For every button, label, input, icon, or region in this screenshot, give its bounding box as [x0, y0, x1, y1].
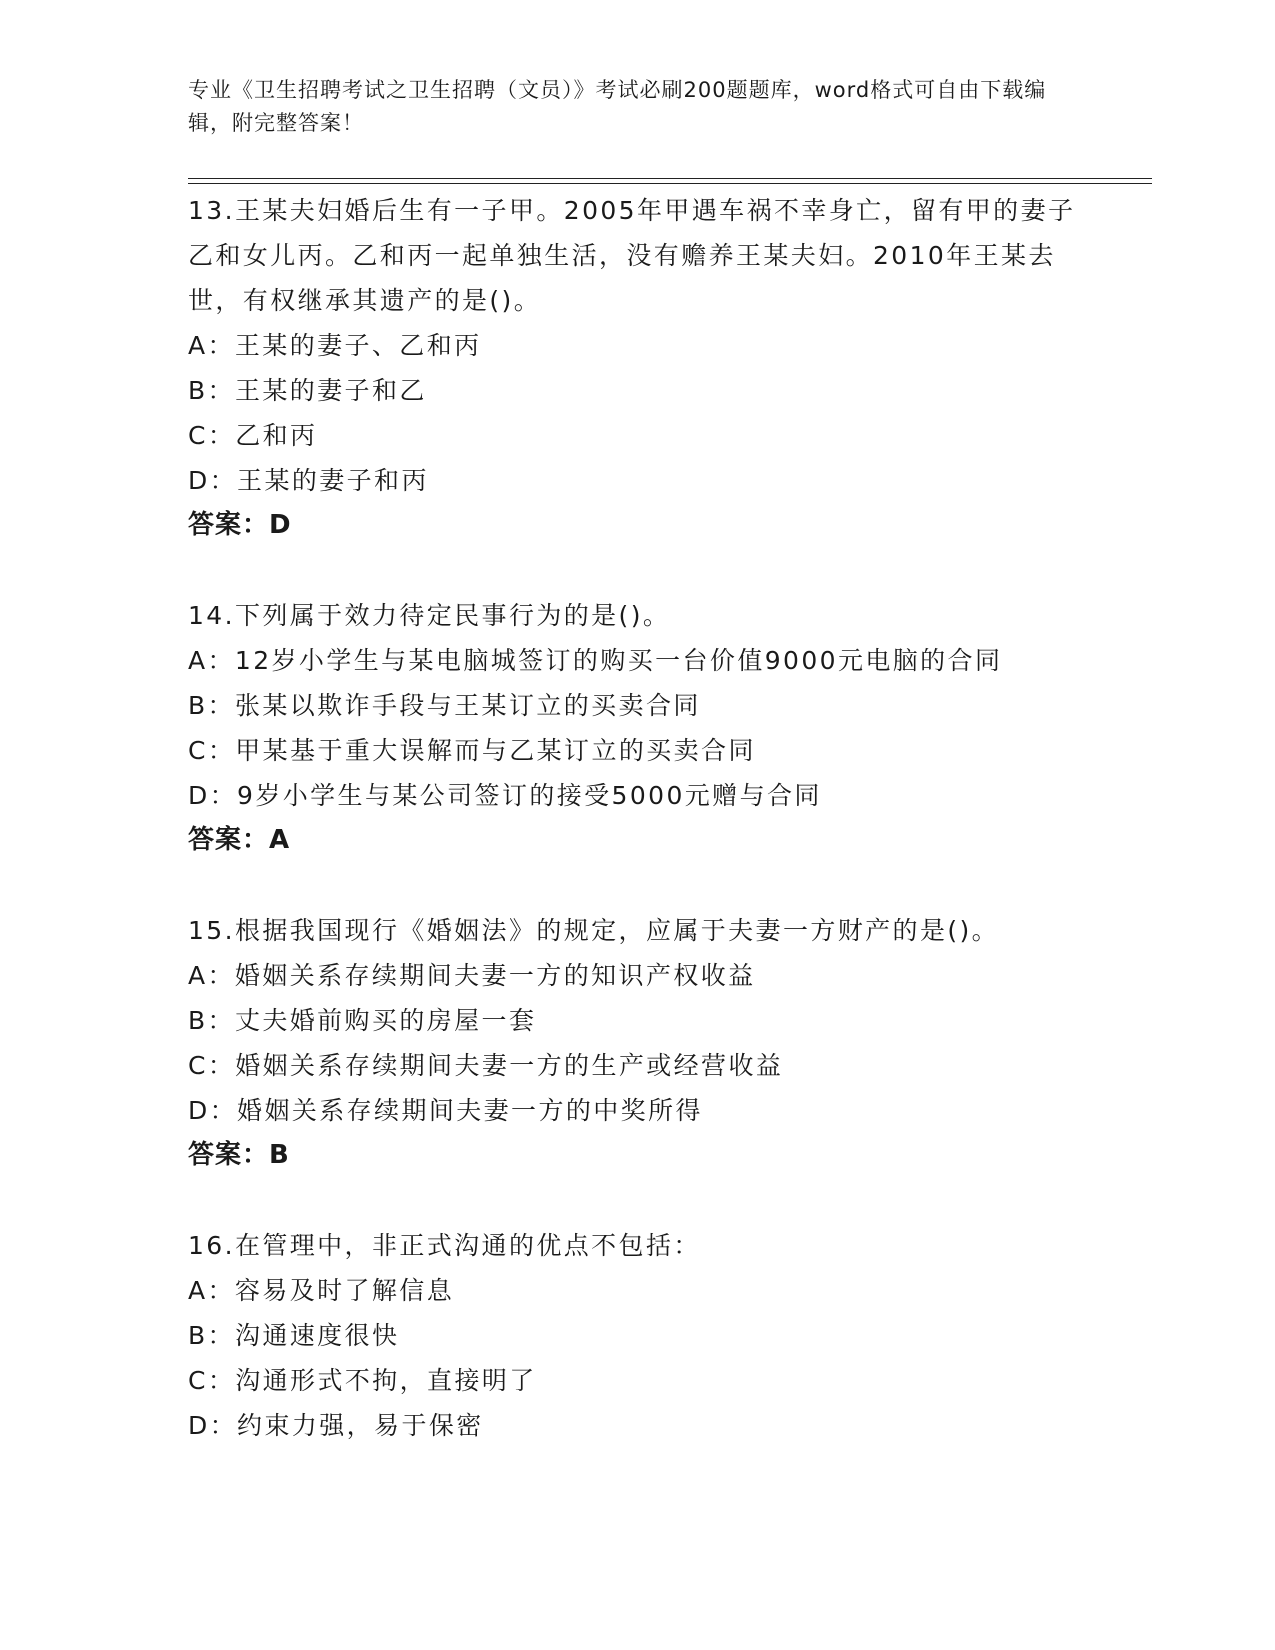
question-16: [188, 1223, 1088, 1448]
option-c: C：乙和丙: [188, 421, 318, 450]
option-a: A：容易及时了解信息: [188, 1276, 455, 1305]
question-14: [188, 593, 1088, 863]
option-d: D：约束力强，易于保密: [188, 1411, 484, 1440]
option-d: D：婚姻关系存续期间夫妻一方的中奖所得: [188, 1096, 703, 1125]
answer: 答案：B: [188, 1140, 290, 1170]
option-c: C：婚姻关系存续期间夫妻一方的生产或经营收益: [188, 1051, 784, 1080]
option-b: B：王某的妻子和乙: [188, 376, 427, 405]
question-stem: 16.在管理中，非正式沟通的优点不包括：: [188, 1231, 701, 1260]
option-d: D：王某的妻子和丙: [188, 466, 429, 495]
header-divider-top: [188, 178, 1152, 179]
option-c: C：沟通形式不拘，直接明了: [188, 1366, 537, 1395]
option-c: C：甲某基于重大误解而与乙某订立的买卖合同: [188, 736, 756, 765]
option-b: B：丈夫婚前购买的房屋一套: [188, 1006, 537, 1035]
question-15: [188, 908, 1088, 1178]
question-stem: 13.王某夫妇婚后生有一子甲。2005年甲遇车祸不幸身亡，留有甲的妻子乙和女儿丙。乙和丙一起单独生活，没有赡养王某夫妇。2010年王某去世，有权继承其遗产的是()。: [188, 196, 1076, 315]
document-header: 专业《卫生招聘考试之卫生招聘（文员）》考试必刷200题题库，word格式可自由下载编辑，附完整答案！: [188, 78, 1047, 135]
option-b: B：张某以欺诈手段与王某订立的买卖合同: [188, 691, 701, 720]
question-stem: 14.下列属于效力待定民事行为的是()。: [188, 601, 671, 630]
question-list: [188, 188, 1088, 1493]
option-d: D：9岁小学生与某公司签订的接受5000元赠与合同: [188, 781, 822, 810]
option-a: A：王某的妻子、乙和丙: [188, 331, 482, 360]
question-stem: 15.根据我国现行《婚姻法》的规定，应属于夫妻一方财产的是()。: [188, 916, 1000, 945]
header-divider-bottom: [188, 183, 1152, 184]
answer: 答案：A: [188, 825, 291, 855]
option-b: B：沟通速度很快: [188, 1321, 400, 1350]
question-13: [188, 188, 1088, 548]
answer: 答案：D: [188, 510, 292, 540]
option-a: A：12岁小学生与某电脑城签订的购买一台价值9000元电脑的合同: [188, 646, 1003, 675]
option-a: A：婚姻关系存续期间夫妻一方的知识产权收益: [188, 961, 756, 990]
